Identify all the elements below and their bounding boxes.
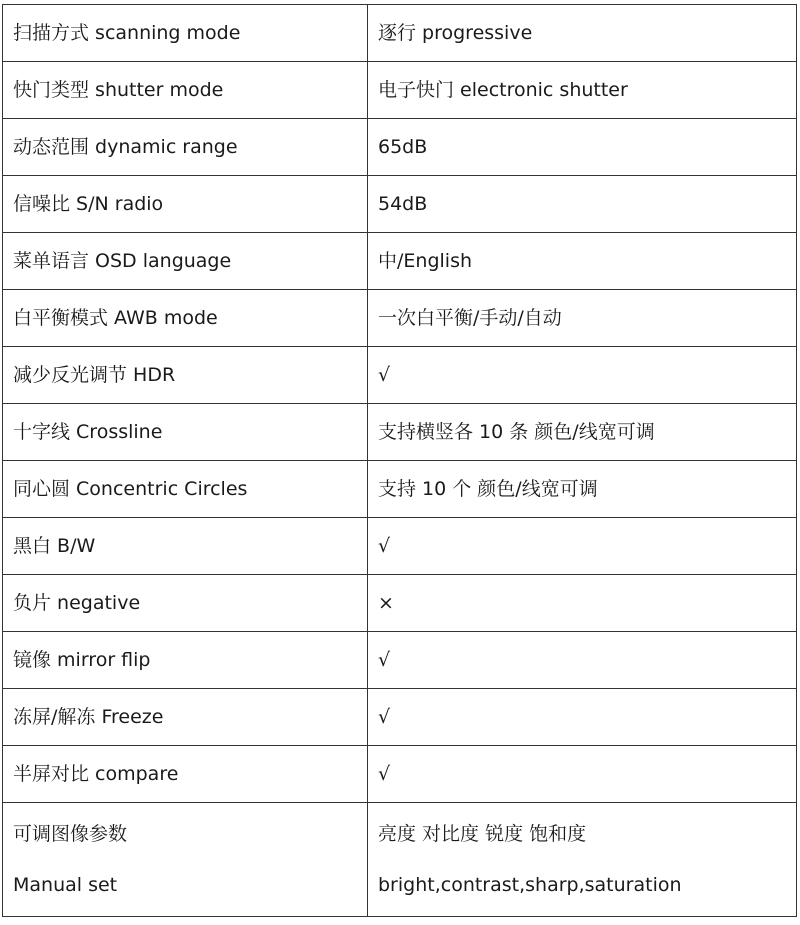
table-cell-value: √ <box>368 632 797 689</box>
table-cell-value <box>368 803 797 917</box>
table-cell-label <box>3 803 368 917</box>
table-row <box>3 5 797 62</box>
table-row <box>3 290 797 347</box>
table-cell-label: 减少反光调节 HDR <box>3 347 368 404</box>
table-cell-value: 支持横竖各 10 条 颜色/线宽可调 <box>368 404 797 461</box>
table-row <box>3 632 797 689</box>
spec-table <box>2 4 797 917</box>
table-row <box>3 461 797 518</box>
table-cell-label: 信噪比 S/N radio <box>3 176 368 233</box>
table-cell-value: 65dB <box>368 119 797 176</box>
table-cell-label: 冻屏/解冻 Freeze <box>3 689 368 746</box>
table-cell-label: 黑白 B/W <box>3 518 368 575</box>
value-manual-set-cn: 亮度 对比度 锐度 饱和度 <box>378 822 587 845</box>
table-cell-value: √ <box>368 518 797 575</box>
table-row-manual-set <box>3 803 797 917</box>
table-row <box>3 176 797 233</box>
table-cell-value: √ <box>368 746 797 803</box>
label-manual-set-en: Manual set <box>13 873 118 896</box>
table-cell-value: 一次白平衡/手动/自动 <box>368 290 797 347</box>
table-cell-value: × <box>368 575 797 632</box>
table-cell-label: 十字线 Crossline <box>3 404 368 461</box>
table-cell-label: 菜单语言 OSD language <box>3 233 368 290</box>
table-row <box>3 347 797 404</box>
table-cell-label: 镜像 mirror flip <box>3 632 368 689</box>
table-cell-label: 白平衡模式 AWB mode <box>3 290 368 347</box>
table-row <box>3 404 797 461</box>
table-cell-value: √ <box>368 347 797 404</box>
table-cell-value: 逐行 progressive <box>368 5 797 62</box>
table-row <box>3 62 797 119</box>
table-row <box>3 689 797 746</box>
table-cell-label: 快门类型 shutter mode <box>3 62 368 119</box>
table-cell-value: 中/English <box>368 233 797 290</box>
table-row <box>3 746 797 803</box>
label-manual-set-cn: 可调图像参数 <box>13 822 128 845</box>
table-cell-label: 扫描方式 scanning mode <box>3 5 368 62</box>
table-cell-label: 半屏对比 compare <box>3 746 368 803</box>
table-row <box>3 233 797 290</box>
table-row <box>3 575 797 632</box>
table-row <box>3 119 797 176</box>
value-manual-set-en: bright,contrast,sharp,saturation <box>378 873 682 896</box>
table-cell-value: 支持 10 个 颜色/线宽可调 <box>368 461 797 518</box>
table-cell-label: 动态范围 dynamic range <box>3 119 368 176</box>
table-cell-value: 电子快门 electronic shutter <box>368 62 797 119</box>
table-row <box>3 518 797 575</box>
table-cell-label: 负片 negative <box>3 575 368 632</box>
table-cell-label: 同心圆 Concentric Circles <box>3 461 368 518</box>
spec-table-body <box>3 5 797 917</box>
table-cell-value: 54dB <box>368 176 797 233</box>
table-cell-value: √ <box>368 689 797 746</box>
